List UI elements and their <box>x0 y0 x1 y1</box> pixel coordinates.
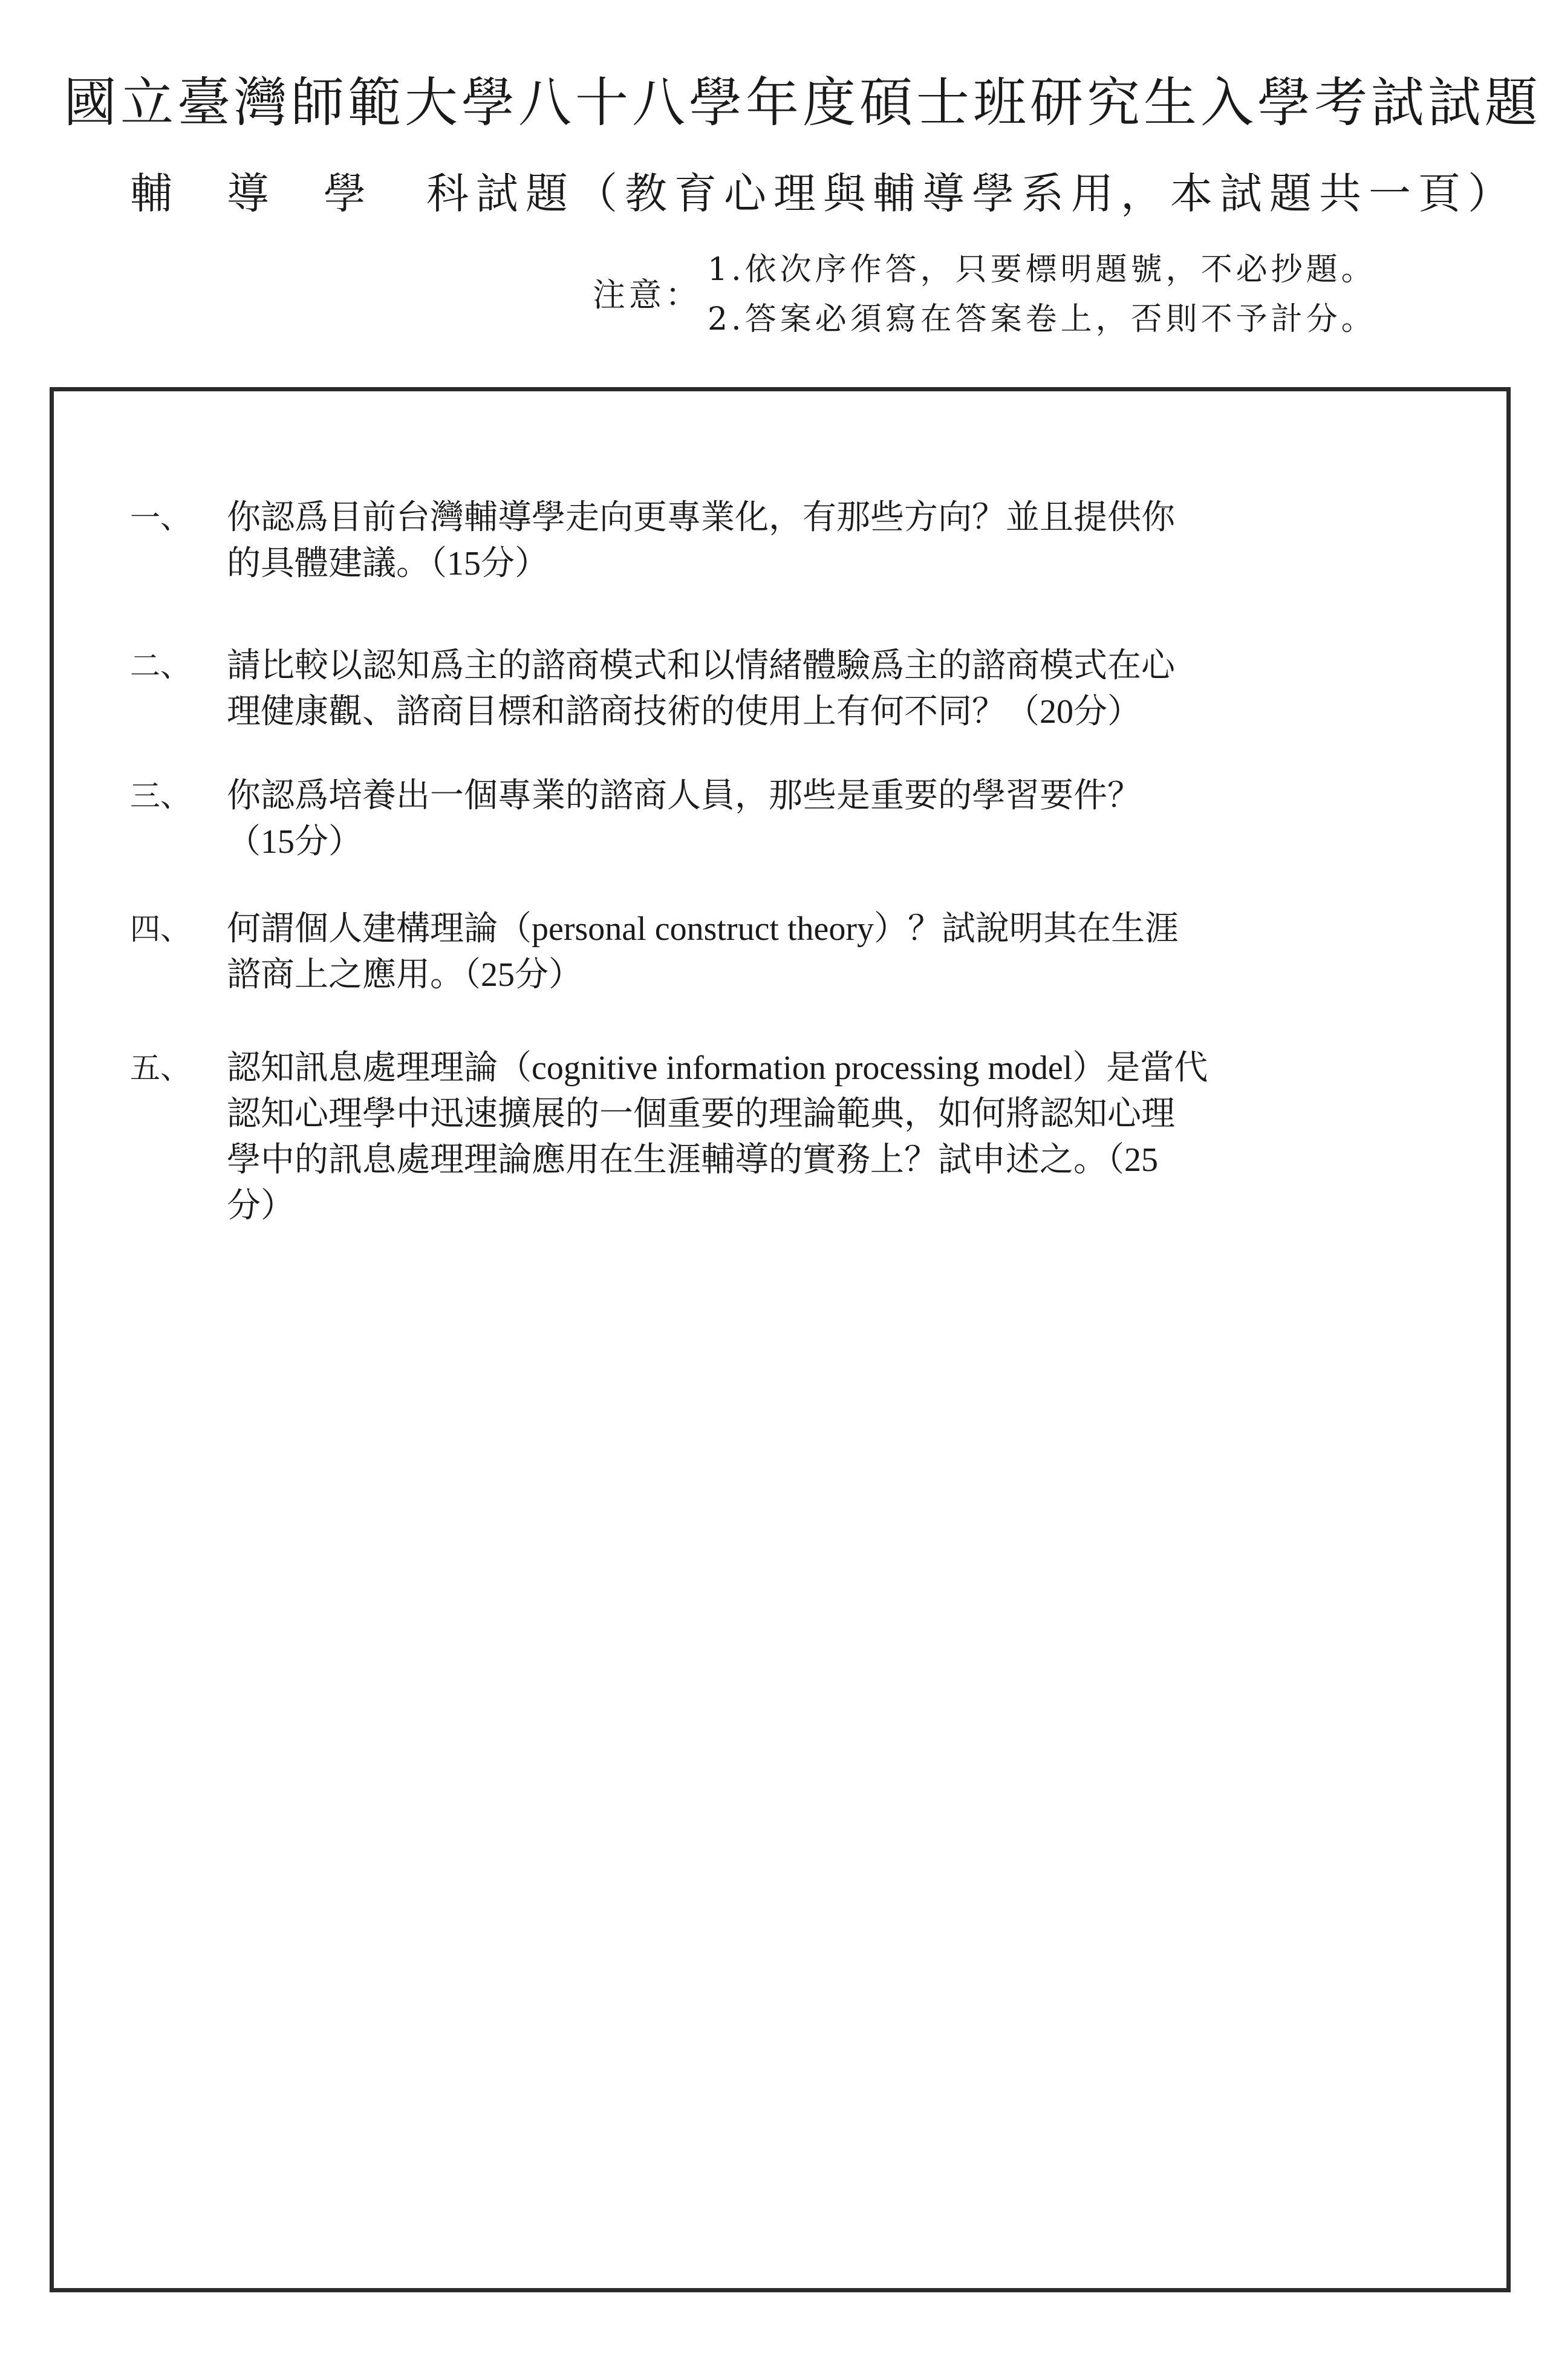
notice-block <box>593 245 1500 348</box>
question-text <box>227 1045 1303 1229</box>
subject-line <box>130 163 1521 224</box>
notice-item: 1.依次序作答，只要標明題號，不必抄題。 <box>708 252 1376 288</box>
question-4 <box>130 906 1309 1003</box>
question-1 <box>130 495 1309 592</box>
question-line: 理健康觀、諮商目標和諮商技術的使用上有何不同？（20分） <box>227 693 1141 731</box>
question-line: 認知心理學中迅速擴展的一個重要的理論範典，如何將認知心理 <box>227 1095 1175 1133</box>
question-2 <box>130 643 1309 740</box>
question-line: 請比較以認知爲主的諮商模式和以情緒體驗爲主的諮商模式在心 <box>227 647 1175 685</box>
subject-name: 輔導學 <box>130 169 420 218</box>
question-line: 你認爲培養出一個專業的諮商人員，那些是重要的學習要件？ <box>227 777 1141 815</box>
question-number: 三、 <box>130 779 190 813</box>
question-number: 五、 <box>130 1051 190 1085</box>
question-line: 諮商上之應用。（25分） <box>227 956 582 994</box>
question-line: 學中的訊息處理理論應用在生涯輔導的實務上？試申述之。（25 <box>227 1141 1158 1179</box>
question-line: 分） <box>227 1187 295 1225</box>
question-text <box>227 495 1303 587</box>
notice-items <box>708 245 1376 344</box>
question-number: 一、 <box>130 501 190 535</box>
question-text <box>227 773 1303 865</box>
question-text <box>227 643 1303 735</box>
question-line: （15分） <box>227 823 362 861</box>
notice-item: 2.答案必須寫在答案卷上，否則不予計分。 <box>708 301 1376 337</box>
exam-title: 國立臺灣師範大學八十八學年度碩士班研究生入學考試試題 <box>63 71 1542 134</box>
question-line: 何謂個人建構理論（personal construct theory）？試說明其在生涯 <box>227 910 1179 948</box>
question-line: 認知訊息處理理論（cognitive information processing model）是當代 <box>227 1049 1208 1087</box>
subject-description: 科試題（教育心理與輔導學系用，本試題共一頁） <box>426 169 1517 218</box>
question-number: 二、 <box>130 649 190 683</box>
question-number: 四、 <box>130 912 190 946</box>
question-line: 你認爲目前台灣輔導學走向更專業化，有那些方向？並且提供你 <box>227 499 1175 536</box>
question-3 <box>130 773 1309 870</box>
notice-label: 注意： <box>593 276 702 314</box>
question-text <box>227 906 1303 998</box>
question-line: 的具體建議。（15分） <box>227 545 549 582</box>
question-5 <box>130 1045 1309 1239</box>
